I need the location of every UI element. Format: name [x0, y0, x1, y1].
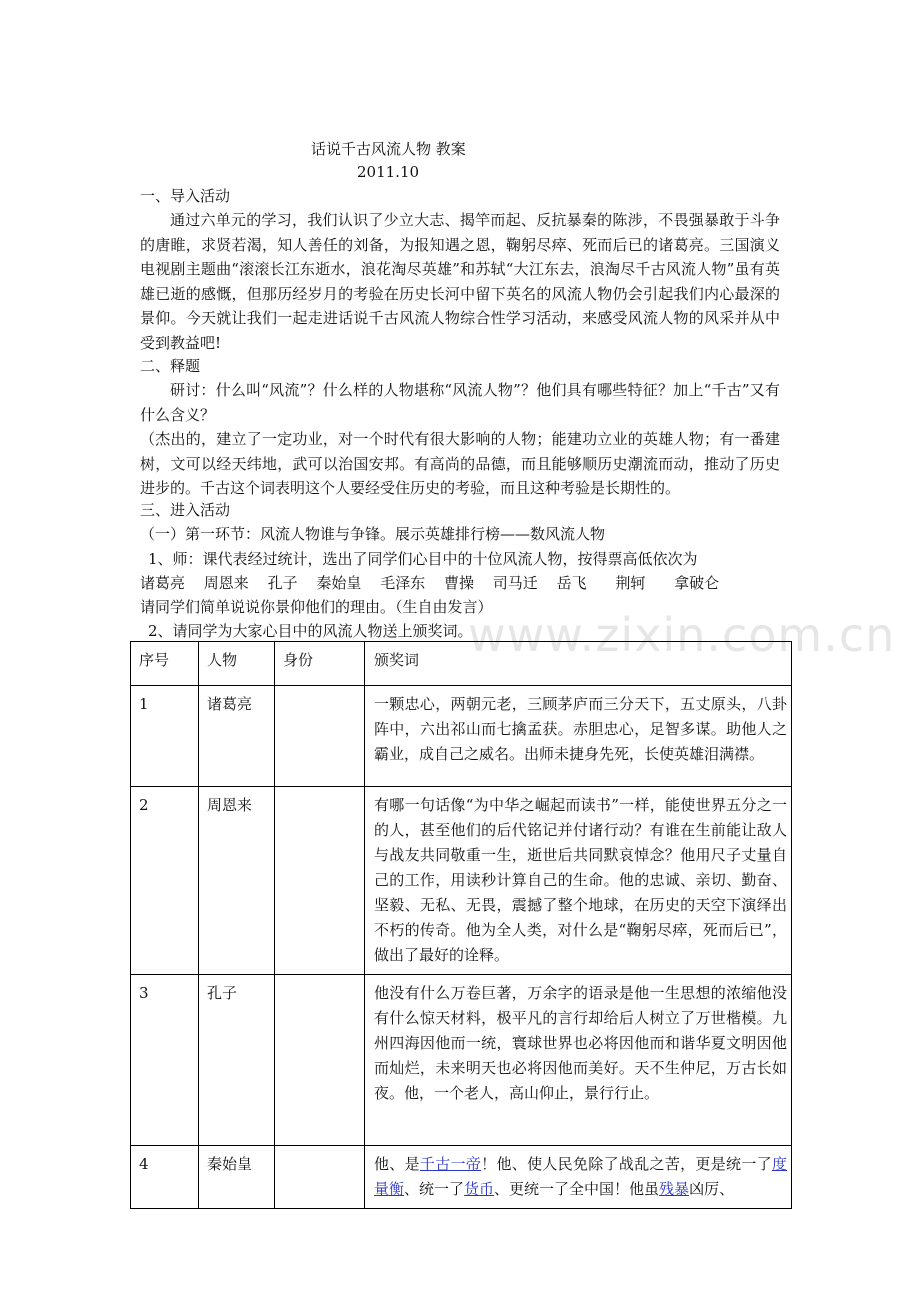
- speech-text: 他、是: [374, 1155, 420, 1173]
- intro-paragraph: 通过六单元的学习，我们认识了少立大志、揭竿而起、反抗暴秦的陈涉，不畏强暴敢于斗争的唐睢，求贤若渴，知人善任的刘备，为报知遇之恩，鞠躬尽瘁、死而后已的诸葛亮。三国演义电视剧主题曲“滚滚长江东逝水，浪花淘尽英雄”和苏轼“大江东去，浪淘尽千古风流人物”虽有英雄已逝的感慨，但那历经岁月的考验在历史长河中留下英名的风流人物仍会引起我们内心最深的景仰。今天就让我们一起走进话说千古风流人物综合性学习活动，来感受风流人物的风采并从中受到教益吧!: [140, 211, 780, 352]
- hero-name: 荆轲: [615, 574, 646, 592]
- row-person: 周恩来: [199, 787, 275, 975]
- watermark: www.zixin.com.cn: [468, 608, 896, 662]
- hero-name: 曹操: [443, 574, 474, 592]
- hero-name: 周恩来: [203, 574, 249, 592]
- speech-text: 凶厉、: [689, 1180, 735, 1198]
- table-header-row: [131, 642, 792, 686]
- hero-name: 毛泽东: [380, 574, 426, 592]
- row-award-speech: [365, 1146, 792, 1209]
- activity-item-1: 1、师：课代表经过统计，选出了同学们心目中的十位风流人物，按得票高低依次为: [148, 550, 698, 568]
- row-award-speech: 一颗忠心，两朝元老，三顾茅庐而三分天下，五丈原头，八卦阵中，六出祁山而七擒孟获。赤胆忠心，足智多谋。助他人之霸业，成自己之威名。出师未捷身先死，长使英雄泪满襟。: [365, 686, 792, 787]
- discussion-paragraph: 研讨：什么叫“风流”？什么样的人物堪称“风流人物”？他们具有哪些特征？加上“千古”又有什么含义？: [140, 381, 780, 424]
- link-duliangheng[interactable]: 度量衡: [374, 1155, 787, 1198]
- hero-name: 孔子: [267, 574, 298, 592]
- link-canbao[interactable]: 残暴: [659, 1180, 690, 1198]
- speech-text: 、统一了: [404, 1180, 465, 1198]
- subsection-heading-1: （一）第一环节：风流人物谁与争锋。展示英雄排行榜——数风流人物: [140, 525, 606, 543]
- table-row: [131, 1146, 792, 1209]
- hero-name: 拿破仑: [674, 574, 720, 592]
- row-number: 2: [131, 787, 199, 975]
- document-date: 2011.10: [357, 163, 420, 181]
- speech-text: ！他、使人民免除了战乱之苦，更是统一了: [481, 1155, 772, 1173]
- header-cell-number: 序号: [131, 642, 199, 686]
- hero-name-list: [140, 573, 733, 593]
- link-qiangu-yidi[interactable]: 千古一帝: [419, 1155, 482, 1173]
- row-person: 孔子: [199, 975, 275, 1146]
- hero-name: 司马迁: [492, 574, 538, 592]
- row-person: 秦始皇: [199, 1146, 275, 1209]
- document-title: 话说千古风流人物 教案: [311, 140, 466, 158]
- row-number: 1: [131, 686, 199, 787]
- link-huobi[interactable]: 货币: [464, 1180, 495, 1198]
- row-number: 3: [131, 975, 199, 1146]
- row-number: 4: [131, 1146, 199, 1209]
- hero-name: 岳飞: [556, 574, 587, 592]
- activity-item-1-prompt: 请同学们简单说说你景仰他们的理由。（生自由发言）: [140, 598, 493, 616]
- award-table: [130, 641, 792, 1209]
- header-cell-identity: 身份: [275, 642, 365, 686]
- answer-paragraph: （杰出的，建立了一定功业，对一个时代有很大影响的人物；能建功立业的英雄人物；有一番建树，文可以经天纬地，武可以治国安邦。有高尚的品德，而且能够顺历史潮流而动，推动了历史进步的。千古这个词表明这个人要经受住历史的考验，而且这种考验是长期性的。: [140, 430, 780, 497]
- table-row: [131, 686, 792, 787]
- activity-item-2: 2、请同学为大家心目中的风流人物送上颁奖词。: [148, 622, 473, 640]
- row-identity: [275, 787, 365, 975]
- section-heading-intro: 一、导入活动: [140, 187, 231, 205]
- section-heading-activity: 三、进入活动: [140, 501, 231, 519]
- header-cell-person: 人物: [199, 642, 275, 686]
- table-row: [131, 787, 792, 975]
- row-identity: [275, 1146, 365, 1209]
- hero-name: 秦始皇: [316, 574, 362, 592]
- row-identity: [275, 975, 365, 1146]
- row-identity: [275, 686, 365, 787]
- row-award-speech: 他没有什么万卷巨著，万余字的语录是他一生思想的浓缩他没有什么惊天材料，极平凡的言行却给后人树立了万世楷模。九州四海因他而一统，寰球世界也必将因他而和谐华夏文明因他而灿烂，未来明天也必将因他而美好。天不生仲尼，万古长如夜。他，一个老人，高山仰止，景行行止。: [365, 975, 792, 1146]
- section-heading-title-explain: 二、释题: [140, 357, 201, 375]
- header-cell-award-speech: 颁奖词: [365, 642, 792, 686]
- speech-text: 、更统一了全中国！他虽: [494, 1180, 660, 1198]
- table-row: [131, 975, 792, 1146]
- row-person: 诸葛亮: [199, 686, 275, 787]
- row-award-speech: 有哪一句话像“为中华之崛起而读书”一样，能使世界五分之一的人，甚至他们的后代铭记并付诸行动？有谁在生前能让敌人与战友共同敬重一生，逝世后共同默哀悼念？他用尺子丈量自己的工作，用读秒计算自己的生命。他的忠诚、亲切、勤奋、坚毅、无私、无畏，震撼了整个地球，在历史的天空下演绎出不朽的传奇。他为全人类，对什么是“鞠躬尽瘁，死而后已”，做出了最好的诠释。: [365, 787, 792, 975]
- hero-name: 诸葛亮: [140, 574, 186, 592]
